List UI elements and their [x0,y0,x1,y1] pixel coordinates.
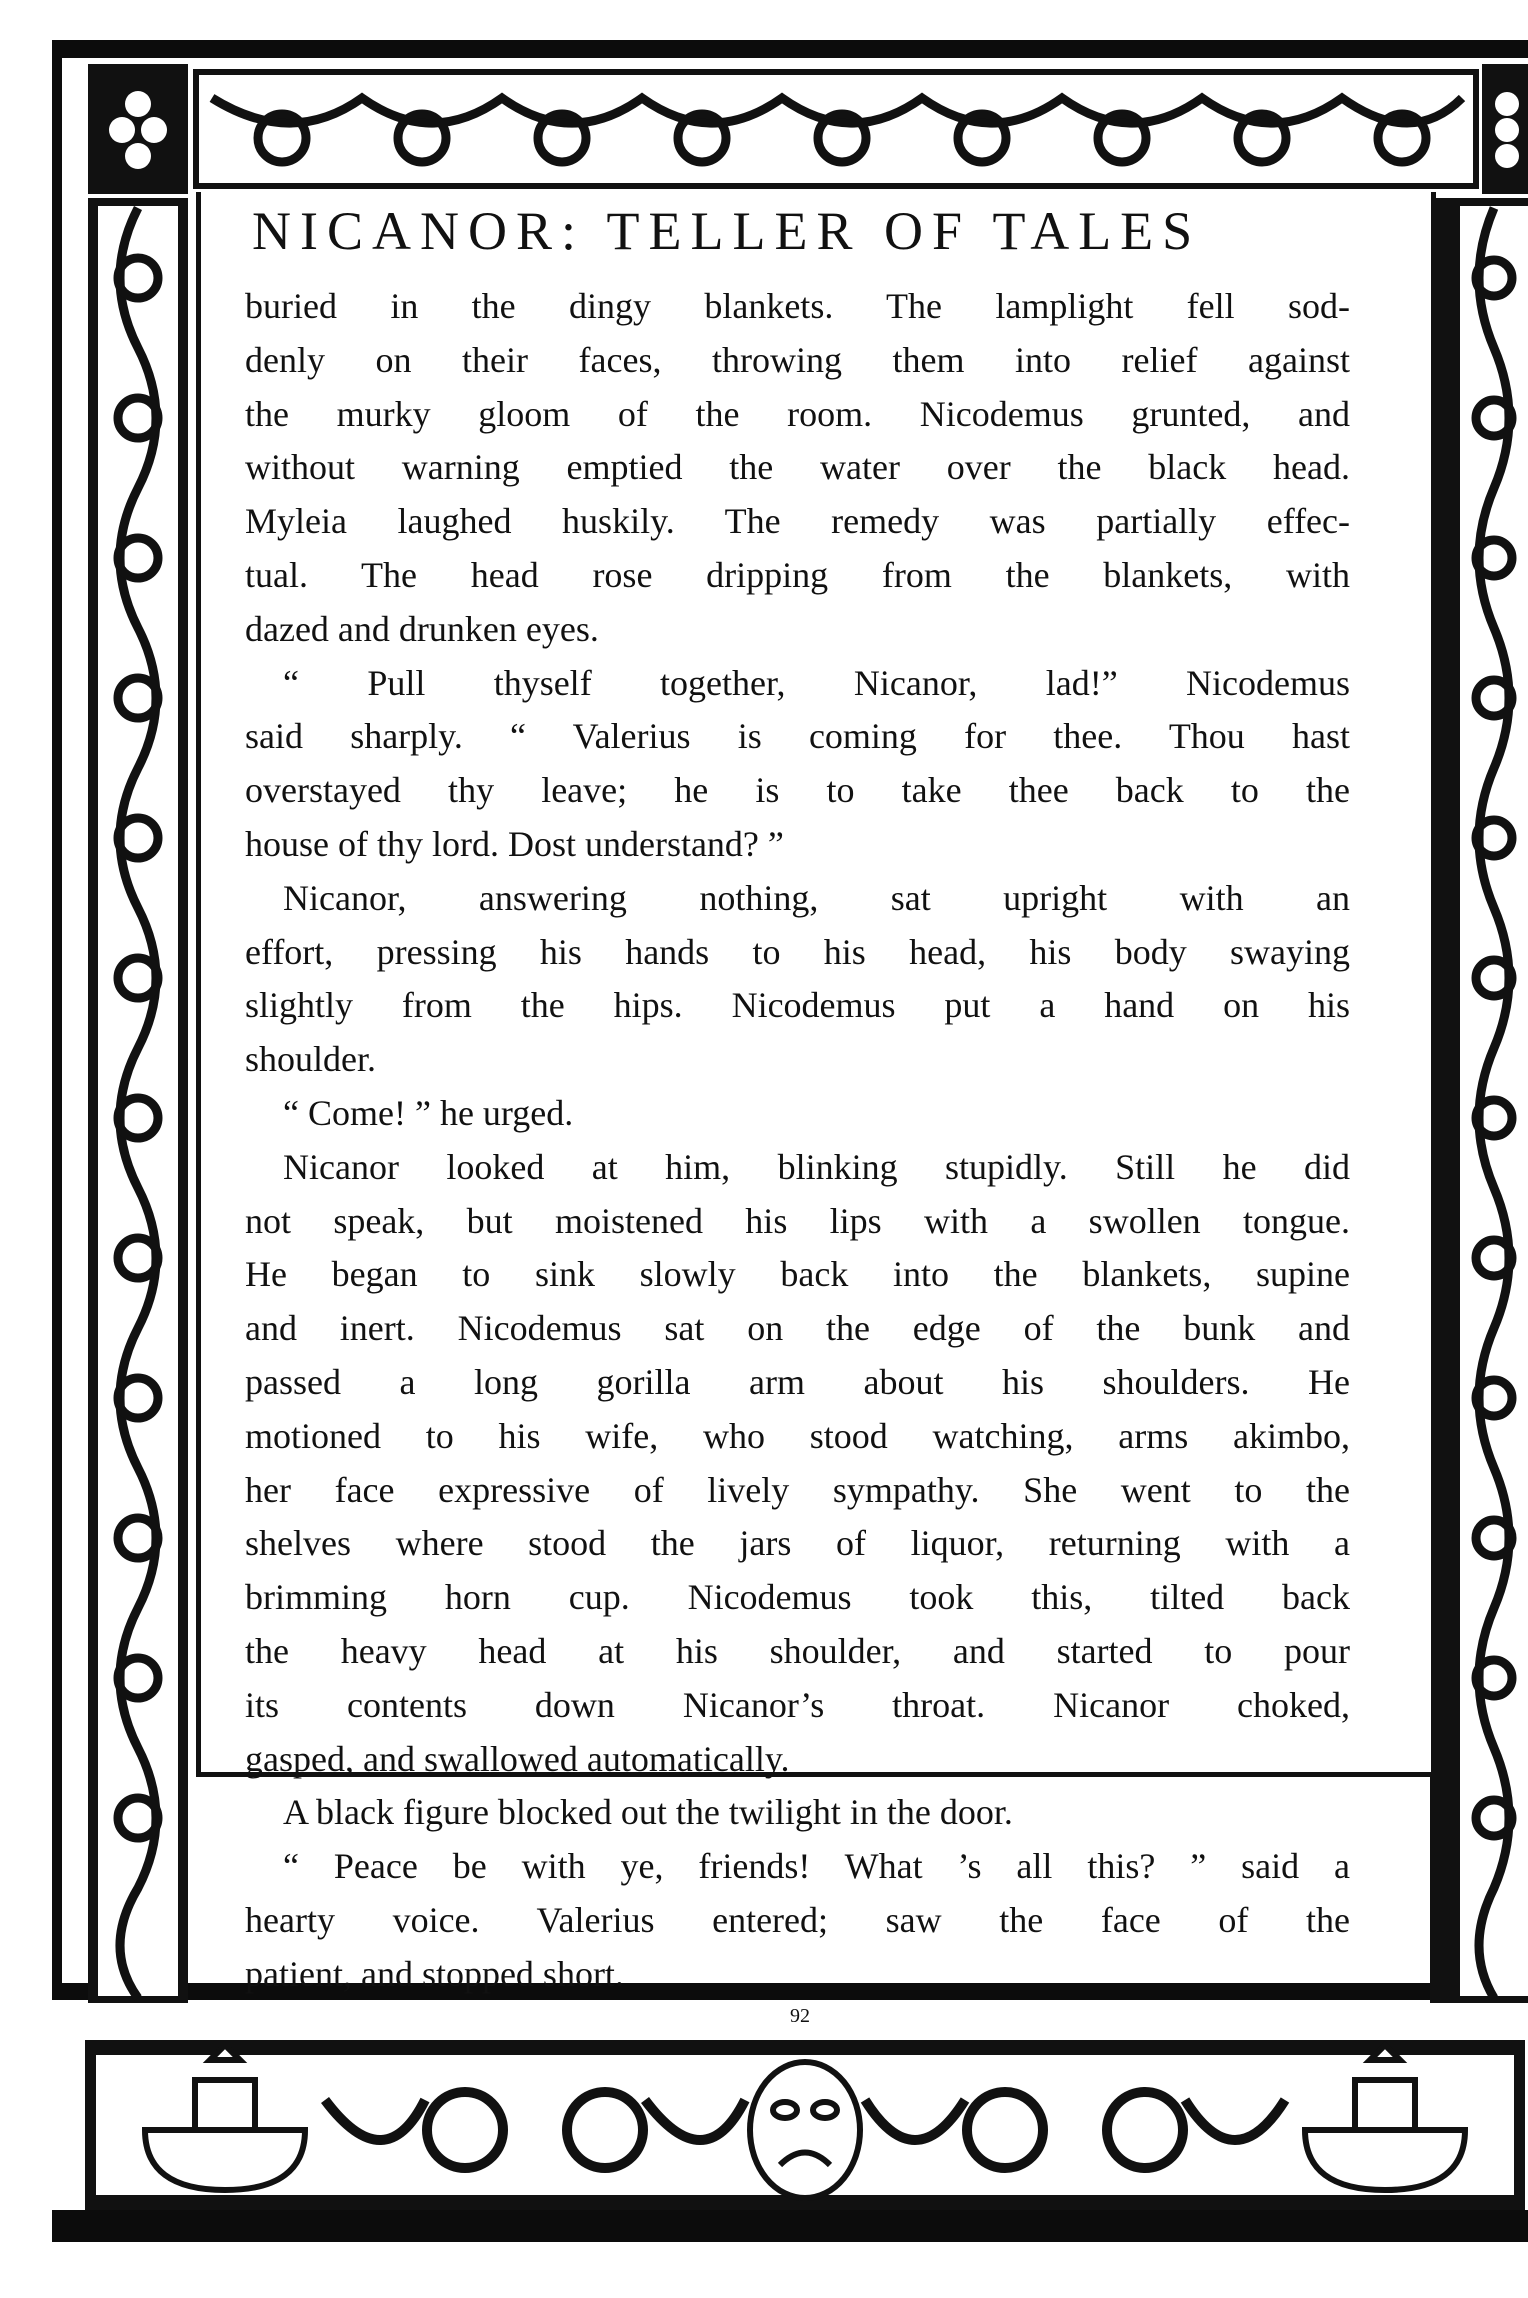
text-line: slightly from the hips. Nicodemus put a hand on his [245,985,1350,1026]
text-line: motioned to his wife, who stood watching, arms akimbo, [245,1415,1350,1456]
text-line: A black figure blocked out the twilight in the door. [283,1792,1013,1833]
text-line: passed a long gorilla arm about his shoulders. He [245,1361,1350,1402]
body-text [245,280,1350,2002]
text-line: house of thy lord. Dost understand? ” [245,823,784,864]
text-line: hearty voice. Valerius entered; saw the face of the [245,1899,1350,1940]
text-line: brimming horn cup. Nicodemus took this, tilted back [245,1577,1350,1618]
text-line: patient, and stopped short. [245,1953,624,1994]
text-line: denly on their faces, throwing them into relief against [245,339,1350,380]
right-scroll-column [1430,198,1528,2003]
text-line: without warning emptied the water over the black head. [245,447,1350,488]
text-line: “ Pull thyself together, Nicanor, lad!” Nicodemus [283,662,1350,703]
text-line: Myleia laughed huskily. The remedy was partially effec- [245,501,1350,542]
text-line: tual. The head rose dripping from the blankets, with [245,554,1350,595]
text-line: the murky gloom of the room. Nicodemus grunted, and [245,393,1350,434]
text-line: its contents down Nicanor’s throat. Nicanor choked, [245,1684,1350,1725]
text-line: dazed and drunken eyes. [245,608,599,649]
text-line: gasped, and swallowed automatically. [245,1738,790,1779]
text-line: “ Come! ” he urged. [283,1092,574,1133]
left-scroll-column [62,198,192,2003]
text-line: her face expressive of lively sympathy. She went to the [245,1469,1350,1510]
bottom-frieze [85,2040,1525,2210]
corner-block-left [88,64,188,194]
text-line: effort, pressing his hands to his head, his body swaying [245,931,1350,972]
text-line: Nicanor, answering nothing, sat upright with an [283,877,1350,918]
text-line: Nicanor looked at him, blinking stupidly. Still he did [283,1146,1350,1187]
text-line: buried in the dingy blankets. The lamplight fell sod- [245,286,1350,326]
top-scroll-frieze [62,58,1528,198]
text-line: overstayed thy leave; he is to take thee back to the [245,770,1350,811]
text-line: not speak, but moistened his lips with a swollen tongue. [245,1200,1350,1241]
text-line: the heavy head at his shoulder, and started to pour [245,1630,1350,1671]
text-line: shelves where stood the jars of liquor, returning with a [245,1523,1350,1564]
text-line: said sharply. “ Valerius is coming for thee. Thou hast [245,716,1350,757]
tragic-mask-icon [750,2062,860,2198]
text-line: shoulder. [245,1039,376,1080]
text-line: “ Peace be with ye, friends! What ’s all this? ” said a [283,1846,1350,1887]
running-head: NICANOR: TELLER OF TALES [252,201,1202,261]
text-line: He began to sink slowly back into the blankets, supine [245,1254,1350,1295]
page-number: 92 [790,2005,810,2027]
border-bottom-bar [52,2210,1528,2242]
text-line: and inert. Nicodemus sat on the edge of the bunk and [245,1308,1350,1349]
